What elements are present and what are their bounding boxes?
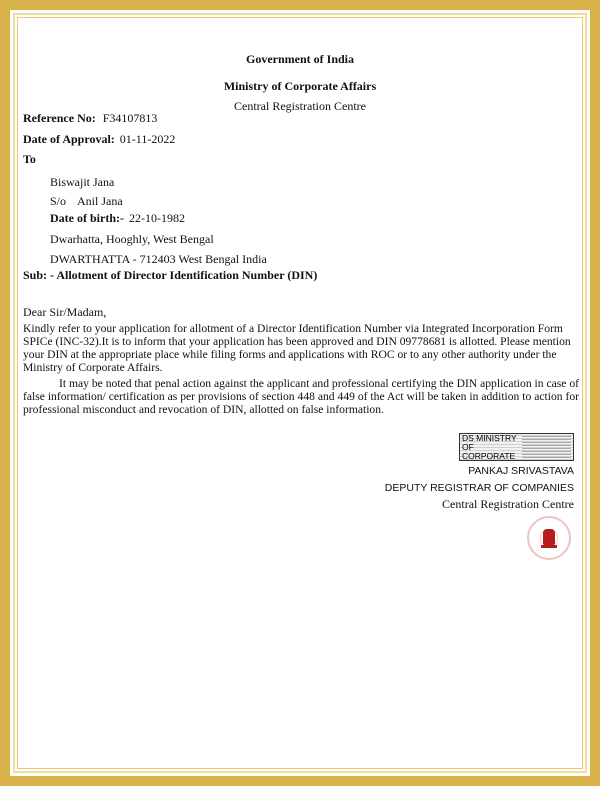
so-label: S/o	[50, 194, 67, 208]
digital-signature-details	[522, 436, 571, 458]
to-label: To	[23, 152, 36, 166]
dob-label: Date of birth:-	[50, 211, 124, 225]
header-government: Government of India	[246, 52, 354, 66]
signatory-designation: DEPUTY REGISTRAR OF COMPANIES	[384, 482, 574, 494]
address-line-1: Dwarhatta, Hooghly, West Bengal	[50, 232, 214, 246]
approval-label: Date of Approval:	[23, 132, 115, 146]
signatory-office: Central Registration Centre	[442, 497, 574, 511]
reference-row	[23, 111, 157, 126]
emblem-icon	[543, 529, 555, 545]
dob-row	[50, 211, 185, 226]
address-line-2: DWARTHATTA - 712403 West Bengal India	[50, 252, 267, 266]
recipient-parent-row	[50, 194, 123, 209]
signatory-name: PANKAJ SRIVASTAVA	[468, 465, 574, 477]
digital-signature-stamp	[459, 433, 574, 461]
reference-label: Reference No:	[23, 111, 96, 125]
dob-value: 22-10-1982	[128, 211, 185, 225]
recipient-name: Biswajit Jana	[50, 175, 115, 189]
father-name: Anil Jana	[77, 194, 123, 208]
subject-line: Sub: - Allotment of Director Identification Number (DIN)	[23, 268, 318, 282]
approval-value: 01-11-2022	[119, 132, 176, 146]
header-ministry: Ministry of Corporate Affairs	[223, 79, 377, 93]
reference-value: F34107813	[102, 111, 158, 125]
salutation: Dear Sir/Madam,	[23, 305, 107, 319]
emblem-seal-icon	[527, 516, 571, 560]
body-paragraph-1: Kindly refer to your application for allotment of a Director Identification Number via Integrated Incorporation Form SPICe (INC-32).It is to inform that your application has been approved and DIN 09778681 is allotted. Please mention your DIN at the appropriate place while filing forms and applications with ROC or to any other authority under the Ministry of Corporate Affairs.	[23, 322, 571, 374]
digital-signature-text: DS MINISTRY OF CORPORATE	[462, 433, 517, 461]
header-office: Central Registration Centre	[234, 99, 366, 113]
body-paragraph-2: It may be noted that penal action against the applicant and professional certifying the DIN application in case of false information/ certification as per provisions of section 448 and 449 of the Act will be taken in addition to action for professional misconduct and revocation of DIN, allotted on false information.	[23, 377, 579, 416]
approval-row	[23, 132, 175, 147]
emblem-base	[541, 545, 557, 548]
